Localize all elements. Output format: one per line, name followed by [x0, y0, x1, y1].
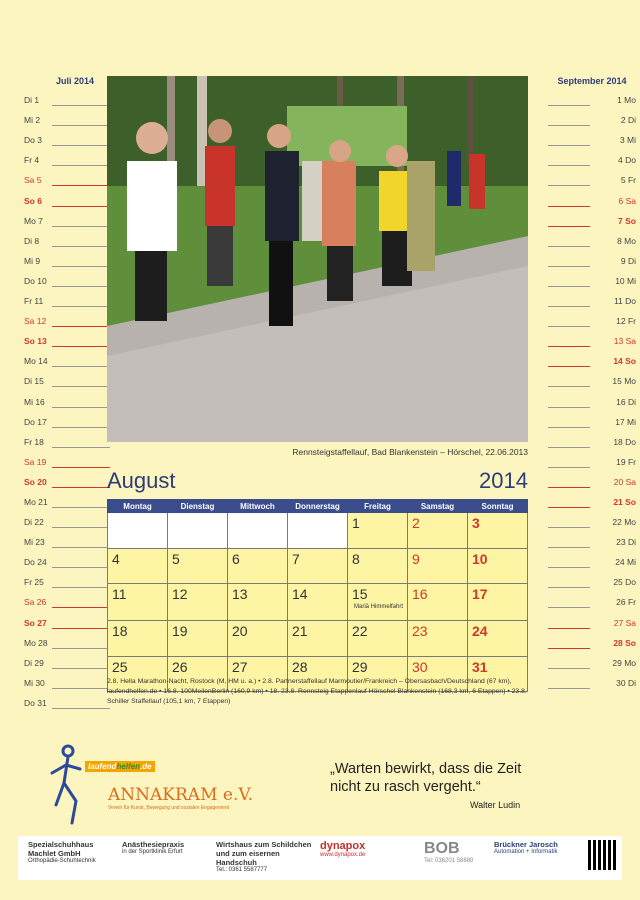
day-label: 12 Fr [616, 316, 636, 327]
day-label: Di 29 [24, 657, 44, 668]
calendar-day: 4 [108, 548, 168, 584]
day-label: Sa 12 [24, 316, 47, 327]
sidebar-day [22, 269, 110, 289]
write-line [548, 447, 590, 448]
write-line [548, 266, 590, 267]
sidebar-day [548, 168, 636, 188]
sidebar-day [548, 430, 636, 450]
sidebar-day [22, 349, 110, 369]
sidebar-day [548, 269, 636, 289]
calendar-day: 29 [348, 656, 408, 692]
day-label: 14 So [613, 356, 636, 367]
day-label: 17 Mi [615, 416, 636, 427]
annakram-subtitle: Verein für Kunst, Bewegung und sozialen Engagement [108, 805, 230, 811]
photo-caption: Rennsteigstaffellauf, Bad Blankenstein – Hörschel, 22.06.2013 [292, 447, 528, 457]
sidebar-day [22, 691, 110, 711]
calendar-day: 13 [228, 584, 288, 621]
sidebar-day [548, 530, 636, 550]
logo-text-helfen: helfen [116, 762, 141, 771]
sponsor-machlet [28, 840, 114, 876]
sidebar-day [22, 490, 110, 510]
sponsor-bar [18, 836, 622, 880]
sidebar-day [22, 168, 110, 188]
sidebar-day [22, 530, 110, 550]
write-line [548, 427, 590, 428]
sidebar-day [548, 550, 636, 570]
day-label: 13 Sa [613, 336, 636, 347]
write-line [52, 286, 110, 287]
sponsor-line: Automation + Informatik [494, 849, 558, 855]
day-label: 6 Sa [618, 195, 636, 206]
day-label: Fr 11 [24, 296, 44, 307]
day-label: 9 Di [620, 255, 636, 266]
sidebar-day [22, 590, 110, 610]
write-line [548, 206, 590, 207]
day-label: 15 Mo [612, 376, 636, 387]
sidebar-day [548, 88, 636, 108]
day-label: Fr 25 [24, 577, 44, 588]
laufendhelfen-logo [85, 761, 155, 772]
sponsor-line: Orthopädie-Schuhtechnik [28, 858, 96, 864]
write-line [52, 587, 110, 588]
sidebar-day [22, 249, 110, 269]
write-line [52, 427, 110, 428]
write-line [548, 125, 590, 126]
quote-text: „Warten bewirkt, dass die Zeit nicht zu rasch vergeht.“ [330, 761, 522, 795]
sidebar-day [22, 389, 110, 409]
write-line [548, 326, 590, 327]
sidebar-day [22, 369, 110, 389]
write-line [548, 145, 590, 146]
sponsor-wirtshaus [216, 840, 314, 876]
calendar-day [228, 513, 288, 549]
sidebar-day [22, 470, 110, 490]
sidebar-day [548, 570, 636, 590]
day-label: 3 Mi [619, 135, 636, 146]
sidebar-day [22, 88, 110, 108]
write-line [52, 266, 110, 267]
sidebar-day [22, 148, 110, 168]
sidebar-day [22, 289, 110, 309]
day-label: Mo 7 [24, 215, 43, 226]
sidebar-day [548, 349, 636, 369]
calendar-week [108, 621, 528, 657]
sidebar-day [548, 289, 636, 309]
sponsor-name: Wirtshaus zum Schildchen und zum eisernen Handschuh [216, 840, 312, 867]
write-line [548, 607, 590, 608]
write-line [548, 628, 590, 629]
day-label: Mi 30 [24, 677, 45, 688]
annakram-name: ANNAKRAM e.V. [108, 785, 254, 805]
calendar-day: 14 [288, 584, 348, 621]
calendar-day: 10 [468, 548, 528, 584]
sidebar-day [548, 229, 636, 249]
day-label: 22 Mo [612, 517, 636, 528]
calendar-day: 5 [168, 548, 228, 584]
sidebar-day [22, 651, 110, 671]
day-label: Mo 21 [24, 496, 48, 507]
day-label: 21 So [613, 496, 636, 507]
day-label: 8 Mo [617, 235, 636, 246]
write-line [548, 185, 590, 186]
write-line [548, 407, 590, 408]
sponsor-line: in der Sportklinik Erfurt [122, 849, 183, 855]
day-label: 25 Do [613, 577, 636, 588]
day-label: Mi 2 [24, 115, 41, 126]
sidebar-day [22, 610, 110, 630]
write-line [52, 407, 110, 408]
day-label: So 20 [24, 476, 47, 487]
write-line [548, 587, 590, 588]
day-label: Fr 18 [24, 436, 44, 447]
sidebar-day [22, 510, 110, 530]
calendar-day: 26 [168, 656, 228, 692]
write-line [548, 306, 590, 307]
write-line [52, 206, 110, 207]
day-label: 16 Di [616, 396, 636, 407]
day-label: Mi 9 [24, 255, 41, 266]
sidebar-day [548, 631, 636, 651]
day-label: Mo 14 [24, 356, 48, 367]
day-label: 2 Di [620, 115, 636, 126]
sidebar-day [548, 510, 636, 530]
write-line [52, 306, 110, 307]
sidebar-day [22, 329, 110, 349]
sidebar-day [548, 450, 636, 470]
write-line [548, 346, 590, 347]
write-line [548, 547, 590, 548]
day-label: Do 17 [24, 416, 47, 427]
write-line [548, 567, 590, 568]
sponsor-name: Spezialschuhhaus Machlet GmbH [28, 840, 94, 858]
july-title: Juli 2014 [55, 76, 94, 86]
day-label: Sa 5 [24, 175, 42, 186]
sidebar-day [22, 430, 110, 450]
sponsor-name: dynapox [320, 840, 366, 852]
day-label: Fr 4 [24, 155, 40, 166]
calendar-day: 8 [348, 548, 408, 584]
day-label: Do 10 [24, 275, 47, 286]
calendar-day: 21 [288, 621, 348, 657]
logo-text-laufend: laufend [88, 762, 117, 771]
day-label: So 27 [24, 617, 47, 628]
calendar-day: 25 [108, 656, 168, 692]
september-day-list [548, 88, 636, 691]
qr-code-icon [588, 840, 618, 870]
sponsor-line: www.dynapox.de [320, 852, 366, 858]
sidebar-day [548, 309, 636, 329]
year-title: 2014 [479, 468, 528, 493]
calendar-day: 24 [468, 621, 528, 657]
write-line [548, 105, 590, 106]
sidebar-day [22, 188, 110, 208]
sidebar-day [548, 470, 636, 490]
day-label: 11 Do [613, 296, 636, 307]
day-label: 29 Mo [612, 657, 636, 668]
write-line [52, 527, 110, 528]
sidebar-day [548, 610, 636, 630]
write-line [52, 708, 110, 709]
sidebar-day [548, 249, 636, 269]
sponsor-bob [424, 840, 490, 876]
calendar-day: 11 [108, 584, 168, 621]
sidebar-day [548, 369, 636, 389]
day-label: So 6 [24, 195, 42, 206]
calendar-day [288, 513, 348, 549]
calendar-day: 2 [408, 513, 468, 549]
write-line [52, 165, 110, 166]
write-line [52, 145, 110, 146]
write-line [548, 507, 590, 508]
calendar-day: 19 [168, 621, 228, 657]
sponsor-anaesthesie [122, 840, 210, 876]
write-line [548, 668, 590, 669]
day-label: Do 24 [24, 557, 47, 568]
weekday-header: Mittwoch [228, 500, 288, 513]
september-sidebar [548, 74, 636, 691]
write-line [52, 386, 110, 387]
sidebar-day [548, 329, 636, 349]
sidebar-day [548, 209, 636, 229]
write-line [52, 346, 110, 347]
calendar-day: 31 [468, 656, 528, 692]
write-line [52, 185, 110, 186]
write-line [548, 648, 590, 649]
annakram-logo [108, 785, 258, 811]
write-line [52, 668, 110, 669]
write-line [548, 688, 590, 689]
september-title: September 2014 [557, 76, 627, 86]
calendar-day: 28 [288, 656, 348, 692]
day-label: Mi 16 [24, 396, 45, 407]
sidebar-day [548, 490, 636, 510]
write-line [52, 487, 110, 488]
sidebar-day [22, 550, 110, 570]
write-line [52, 507, 110, 508]
write-line [52, 547, 110, 548]
calendar-day [108, 513, 168, 549]
sidebar-day [22, 631, 110, 651]
month-title: August [107, 468, 176, 493]
calendar-day: 16 [408, 584, 468, 621]
sidebar-day [548, 651, 636, 671]
sidebar-day [22, 128, 110, 148]
write-line [548, 467, 590, 468]
write-line [52, 326, 110, 327]
write-line [52, 607, 110, 608]
day-label: 20 Sa [613, 476, 636, 487]
day-label: 5 Fr [620, 175, 636, 186]
sidebar-day [548, 671, 636, 691]
sidebar-day [548, 410, 636, 430]
calendar-day: 22 [348, 621, 408, 657]
write-line [52, 125, 110, 126]
calendar-day: 6 [228, 548, 288, 584]
sidebar-day [22, 410, 110, 430]
write-line [52, 366, 110, 367]
weekday-header: Montag [108, 500, 168, 513]
write-line [548, 246, 590, 247]
calendar-week [108, 513, 528, 549]
calendar-week [108, 548, 528, 584]
calendar-day: 17 [468, 584, 528, 621]
sponsor-line: Tel: 036201 58880 [424, 858, 474, 864]
sidebar-day [22, 570, 110, 590]
logo-text-de: .de [140, 762, 152, 771]
calendar-day: 30 [408, 656, 468, 692]
sidebar-day [548, 389, 636, 409]
july-day-list [22, 88, 110, 711]
weekday-header: Samstag [408, 500, 468, 513]
day-label: 1 Mo [617, 95, 636, 106]
weekday-header: Sonntag [468, 500, 528, 513]
sponsor-dynapox [320, 840, 416, 876]
day-label: 27 Sa [613, 617, 636, 628]
day-label: Di 1 [24, 95, 40, 106]
write-line [52, 467, 110, 468]
day-label: 28 So [613, 637, 636, 648]
sidebar-day [22, 108, 110, 128]
sidebar-day [22, 229, 110, 249]
calendar-day: 12 [168, 584, 228, 621]
day-label: Di 8 [24, 235, 40, 246]
day-label: 4 Do [618, 155, 636, 166]
calendar-day: 1 [348, 513, 408, 549]
sponsor-line: Tel.: 0361 5587777 [216, 867, 268, 873]
calendar-day: 18 [108, 621, 168, 657]
calendar-day: 9 [408, 548, 468, 584]
holiday-label: Mariä Himmelfahrt [354, 604, 404, 610]
sponsor-brueckner-jarosch [494, 840, 584, 876]
write-line [548, 527, 590, 528]
weekday-header: Freitag [348, 500, 408, 513]
day-label: Mi 23 [24, 537, 45, 548]
weekday-header: Donnerstag [288, 500, 348, 513]
write-line [548, 165, 590, 166]
day-label: 19 Fr [616, 456, 636, 467]
write-line [548, 386, 590, 387]
write-line [52, 246, 110, 247]
calendar-week [108, 584, 528, 621]
sidebar-day [22, 450, 110, 470]
day-label: Do 3 [24, 135, 42, 146]
runners-photo [107, 76, 528, 442]
august-calendar-grid [107, 499, 528, 692]
sidebar-day [22, 209, 110, 229]
write-line [52, 688, 110, 689]
sponsor-name: Anästhesiepraxis [122, 840, 185, 849]
events-text: 2.8. Hella Marathon-Nacht, Rostock (M, HM u. a.) • 2.8. Partnerstaffellauf Marmoutier/Frankreich – Obersasbach/Deutschland (67 km), laufendhelfen.de • 16.8. 100MeilenBerlin (160,9 km) • 18. 23.8. Rennsteig Etappenlauf Hörschel Blankenstein (168,3 km, 6 Etappen) • 23.8. Schiller Staffellauf (105,1 km, 7 Etappen) [107, 678, 527, 705]
write-line [548, 487, 590, 488]
sidebar-day [22, 309, 110, 329]
sponsor-name: Brückner Jarosch [494, 840, 558, 849]
day-label: 18 Do [613, 436, 636, 447]
write-line [52, 447, 110, 448]
day-label: Di 22 [24, 517, 44, 528]
day-label: Sa 19 [24, 456, 47, 467]
sidebar-day [548, 188, 636, 208]
write-line [52, 226, 110, 227]
day-label: 30 Di [616, 677, 636, 688]
sponsor-name: BOB [424, 840, 460, 857]
day-label: 26 Fr [616, 597, 636, 608]
sidebar-day [548, 108, 636, 128]
day-label: So 13 [24, 336, 47, 347]
write-line [52, 648, 110, 649]
sidebar-day [548, 128, 636, 148]
day-label: 24 Mi [615, 557, 636, 568]
calendar-day: 27 [228, 656, 288, 692]
write-line [52, 567, 110, 568]
quote-author: Walter Ludin [470, 800, 521, 810]
day-label: Mo 28 [24, 637, 48, 648]
calendar-day: 20 [228, 621, 288, 657]
calendar-day [168, 513, 228, 549]
calendar-day: 7 [288, 548, 348, 584]
write-line [548, 286, 590, 287]
write-line [52, 628, 110, 629]
calendar-day: 3 [468, 513, 528, 549]
day-label: 23 Di [616, 537, 636, 548]
weekday-header: Dienstag [168, 500, 228, 513]
calendar-day: 23 [408, 621, 468, 657]
day-label: 7 So [618, 215, 636, 226]
write-line [548, 226, 590, 227]
sidebar-day [22, 671, 110, 691]
day-label: Do 31 [24, 697, 47, 708]
day-label: 10 Mi [615, 275, 636, 286]
day-label: Sa 26 [24, 597, 47, 608]
sidebar-day [548, 590, 636, 610]
calendar-day: 15Mariä Himmelfahrt [348, 584, 408, 621]
july-sidebar [22, 74, 110, 711]
write-line [548, 366, 590, 367]
sidebar-day [548, 148, 636, 168]
write-line [52, 105, 110, 106]
day-label: Di 15 [24, 376, 44, 387]
